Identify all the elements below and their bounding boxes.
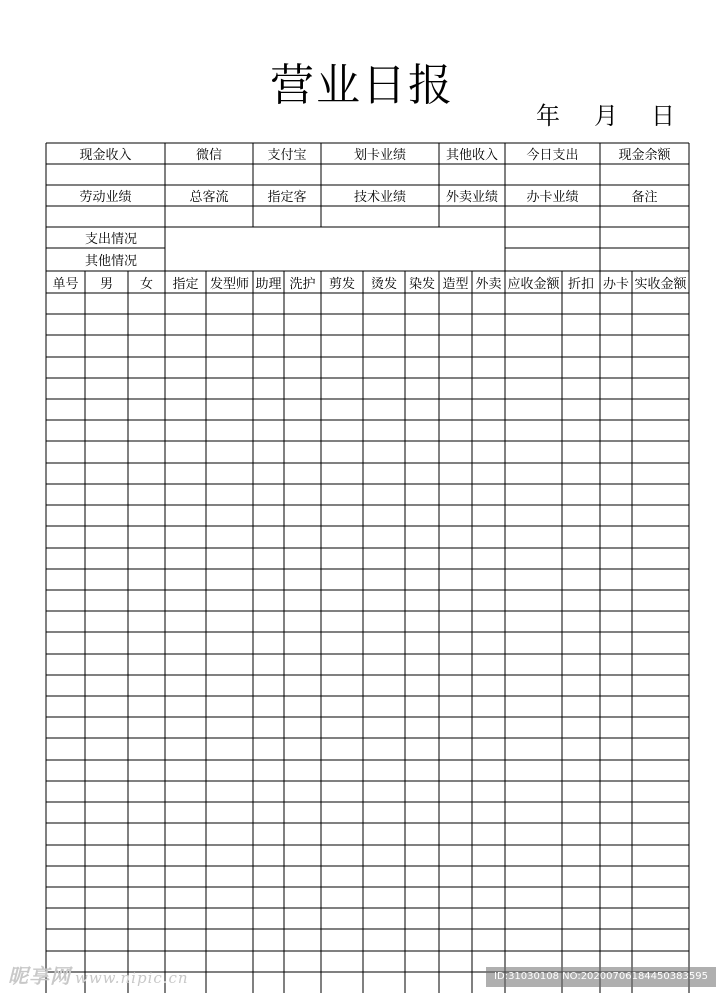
column-header: 办卡	[602, 276, 629, 292]
summary-label: 备注	[631, 190, 658, 205]
summary-label: 技术业绩	[353, 190, 406, 205]
summary-label: 办卡业绩	[526, 190, 579, 205]
column-header: 剪发	[328, 276, 355, 292]
summary-label: 现金收入	[79, 148, 132, 163]
column-header: 助理	[255, 276, 282, 292]
column-header: 洗护	[289, 276, 316, 292]
date-month: 月	[594, 102, 618, 130]
other-info-label: 其他情况	[85, 254, 138, 269]
column-header: 指定	[172, 276, 199, 292]
summary-label: 其他收入	[445, 148, 498, 163]
column-header: 烫发	[370, 276, 397, 292]
watermark-id: ID:31030108 NO:20200706184450383595	[486, 967, 716, 987]
column-header: 染发	[408, 276, 435, 292]
column-header: 造型	[442, 276, 469, 292]
summary-label: 支付宝	[267, 148, 307, 163]
watermark-url: www.nipic.cn	[75, 969, 189, 987]
summary-label: 划卡业绩	[353, 148, 406, 163]
summary-label: 今日支出	[526, 148, 579, 163]
date-year: 年	[536, 102, 560, 130]
column-header: 实收金额	[634, 276, 687, 292]
page-title: 营业日报	[270, 60, 454, 111]
column-header: 折扣	[567, 276, 594, 292]
date-day: 日	[651, 102, 675, 130]
column-header: 发型师	[209, 276, 249, 292]
summary-label: 微信	[195, 148, 222, 163]
column-header: 应收金额	[507, 276, 560, 292]
expense-label: 支出情况	[85, 232, 138, 247]
summary-label: 外卖业绩	[445, 190, 498, 205]
summary-label: 现金余额	[618, 148, 671, 163]
summary-label: 指定客	[267, 190, 307, 205]
column-header: 女	[139, 276, 153, 292]
column-header: 男	[99, 276, 113, 292]
column-header: 单号	[52, 276, 79, 292]
column-header: 外卖	[475, 276, 502, 292]
watermark-logo	[8, 962, 189, 990]
watermark-logo-text: 昵享网	[8, 964, 71, 988]
summary-label: 总客流	[189, 190, 229, 205]
summary-label: 劳动业绩	[79, 190, 132, 205]
